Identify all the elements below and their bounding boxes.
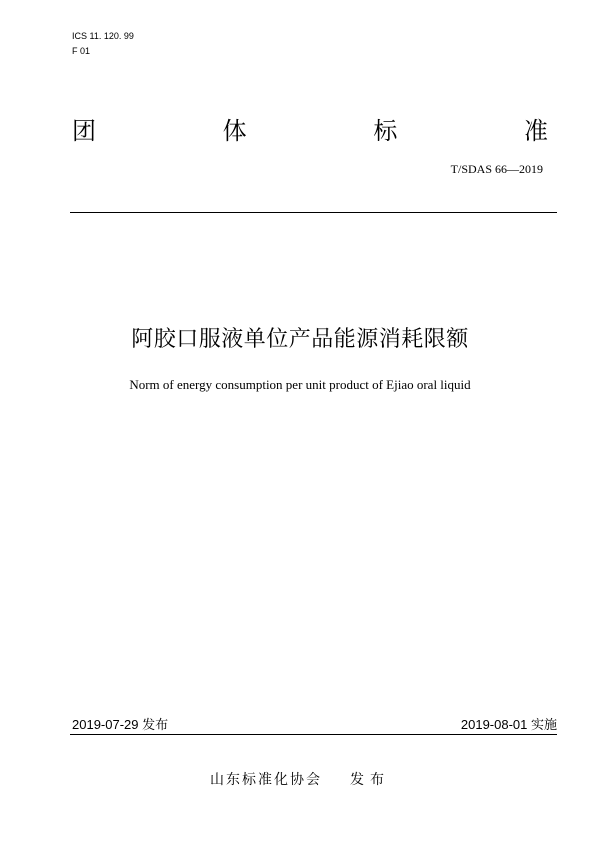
publisher-name: 山东标准化协会 <box>210 772 322 788</box>
standard-number: T/SDAS 66—2019 <box>450 162 543 176</box>
standard-type-char-2: 体 <box>222 117 247 145</box>
document-title-english: Norm of energy consumption per unit product of Ejiao oral liquid <box>129 377 471 392</box>
issue-date: 2019-07-29 发布 <box>72 717 169 732</box>
ccs-code: F 01 <box>72 46 91 56</box>
standard-type-heading <box>72 116 548 146</box>
standard-type-char-4: 准 <box>523 117 548 145</box>
implementation-date: 2019-08-01 实施 <box>460 717 557 732</box>
publisher-line <box>0 771 600 789</box>
bottom-divider <box>70 734 557 735</box>
standard-type-char-3: 标 <box>373 117 398 145</box>
document-title-chinese: 阿胶口服液单位产品能源消耗限额 <box>131 327 469 352</box>
top-divider <box>70 212 557 213</box>
ics-code: ICS 11. 120. 99 <box>72 31 134 41</box>
publish-label: 发布 <box>350 772 390 788</box>
standard-type-char-1: 团 <box>72 117 96 145</box>
